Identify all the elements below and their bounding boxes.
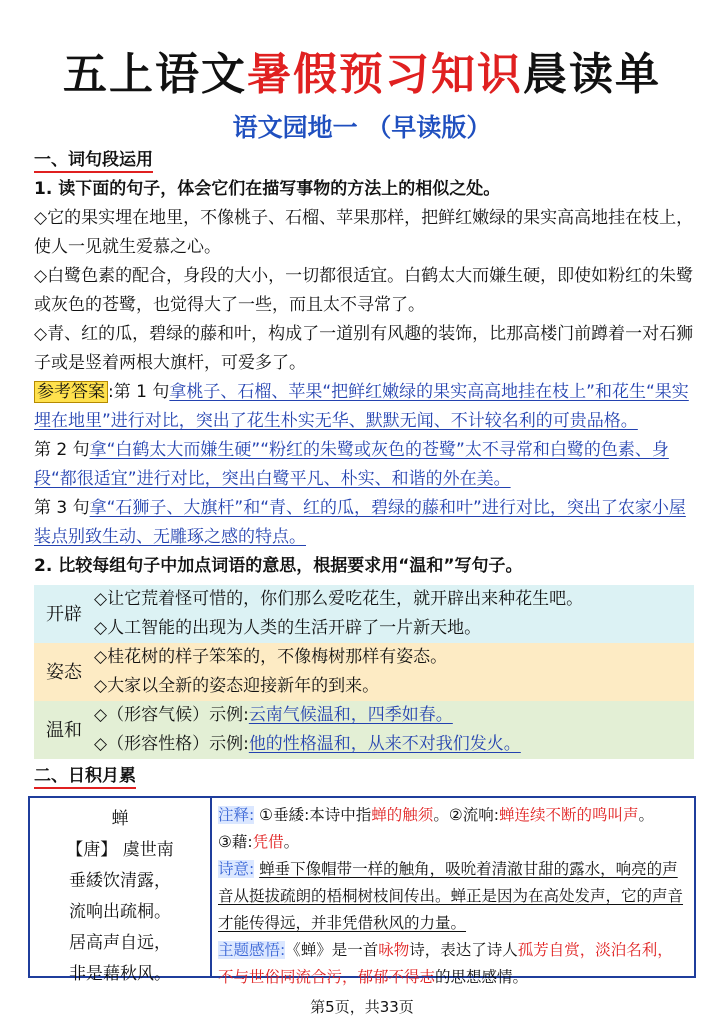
poem-title: 蝉 [111,809,129,829]
word-example [94,730,694,759]
meaning-label: 诗意: [218,860,255,878]
answer-colon: : [108,382,114,402]
q1-sentence: ◇青、红的瓜，碧绿的藤和叶，构成了一道别有风趣的装饰，比那高楼门前蹲着一对石狮子或是竖着两根大旗杆，可爱多了。 [34,324,694,373]
poem-author: 【唐】 虞世南 [66,840,174,860]
word-key: 开辟 [46,603,82,625]
poem-line: 非是藉秋风。 [69,964,171,984]
table-row [34,614,694,643]
answer-tag: 参考答案 [34,381,108,403]
q1-answer [34,436,694,494]
word-key: 温和 [46,719,82,741]
q1-answer [34,378,694,436]
note-text: 。 [283,833,300,851]
q1-sentence: ◇它的果实埋在地里，不像桃子、石榴、苹果那样，把鲜红嫩绿的果实高高地挂在枝上，使人一见就生爱慕之心。 [34,208,694,257]
notes-block [218,802,688,856]
main-content [34,146,694,791]
note-highlight: 蝉连续不断的鸣叫声 [498,806,639,824]
answer-text: 拿“石狮子、大旗杆”和“青、红的瓜，碧绿的藤和叶”进行对比，突出了农家小屋装点别致生动、无雕琢之感的特点。 [34,498,686,547]
page-number: 第5页，共33页 [310,998,414,1016]
note-text: ③藉: [218,833,253,851]
table-row [34,672,694,701]
title-part-1: 五上语文 [63,49,247,100]
table-row [34,643,694,672]
page-subtitle: 语文园地一 （早读版） [232,113,492,142]
poem-line: 垂緌饮清露， [69,871,171,891]
q1-sentence: ◇白鹭色素的配合，身段的大小，一切都很适宜。白鹤太大而嫌生硬，即使如粉红的朱鹭或灰色的苍鹭，也觉得大了一些，而且太不寻常了。 [34,266,694,315]
word-table [34,585,694,759]
meaning-block [218,856,688,937]
title-part-2: 晨读单 [523,49,661,100]
theme-block [218,937,688,991]
section2-heading: 二、日积月累 [34,765,136,789]
note-text: ①垂緌:本诗中指 [259,806,372,824]
meaning-text: 蝉垂下像帽带一样的触角，吸吮着清澈甘甜的露水，响亮的声音从挺拔疏朗的梧桐树枝间传出。蝉正是因为在高处发声，它的声音才能传得远，并非凭借秋风的力量。 [218,860,684,932]
section1-heading: 一、词句段运用 [34,149,153,173]
answer-prefix: 第 2 句 [34,440,90,460]
note-text: 。②流响: [433,806,499,824]
q1-answer [34,494,694,552]
word-example [94,701,694,730]
q2-question: 2. 比较每组句子中加点词语的意思，根据要求用“温和”写句子。 [34,556,523,576]
theme-text: 《蝉》是一首 [285,941,379,959]
word-sentence: ◇大家以全新的姿态迎接新年的到来。 [94,676,380,696]
theme-label: 主题感悟: [218,941,286,959]
theme-highlight: 咏物 [378,941,410,959]
answer-prefix: 第 3 句 [34,498,90,518]
answer-text: 拿桃子、石榴、苹果“把鲜红嫩绿的果实高高地挂在枝上”和花生“果实埋在地里”进行对比，突出了花生朴实无华、默默无闻、不计较名利的可贵品格。 [34,382,689,431]
table-row [34,730,694,759]
title-part-red: 暑假预习知识 [247,49,523,100]
poem-notes [212,798,694,986]
example-prefix: ◇（形容气候）示例: [94,705,249,725]
answer-prefix: 第 1 句 [113,382,170,402]
note-highlight: 凭借 [252,833,284,851]
poem-text [30,798,212,984]
word-key: 姿态 [46,661,82,683]
word-sentence: ◇桂花树的样子笨笨的，不像梅树那样有姿态。 [94,647,448,667]
table-row [34,701,694,730]
poem-line: 流响出疏桐。 [69,902,171,922]
page-title [0,38,724,102]
answer-text: 拿“白鹤太大而嫌生硬”“粉红的朱鹭或灰色的苍鹭”太不寻常和白鹭的色素、身段“都很适宜”进行对比，突出白鹭平凡、朴实、和谐的外在美。 [34,440,669,489]
notes-label: 注释: [218,806,255,824]
word-sentence: ◇让它荒着怪可惜的，你们那么爱吃花生，就开辟出来种花生吧。 [94,589,584,609]
example-prefix: ◇（形容性格）示例: [94,734,249,754]
theme-text: 诗，表达了诗人 [409,941,518,959]
example-answer: 他的性格温和，从来不对我们发火。 [248,734,521,754]
poem-box [28,796,696,986]
q1-question: 1. 读下面的句子，体会它们在描写事物的方法上的相似之处。 [34,179,501,199]
theme-text: 的思想感情。 [435,968,529,986]
poem-line: 居高声自远， [69,933,171,953]
word-sentence: ◇人工智能的出现为人类的生活开辟了一片新天地。 [94,618,482,638]
theme-highlight: 孤芳自赏，淡泊名利，不与世俗同流合污，郁郁不得志 [218,941,673,986]
table-row [34,585,694,614]
example-answer: 云南气候温和，四季如春。 [248,705,453,725]
note-text: 。 [638,806,654,824]
note-highlight: 蝉的触须 [371,806,434,824]
